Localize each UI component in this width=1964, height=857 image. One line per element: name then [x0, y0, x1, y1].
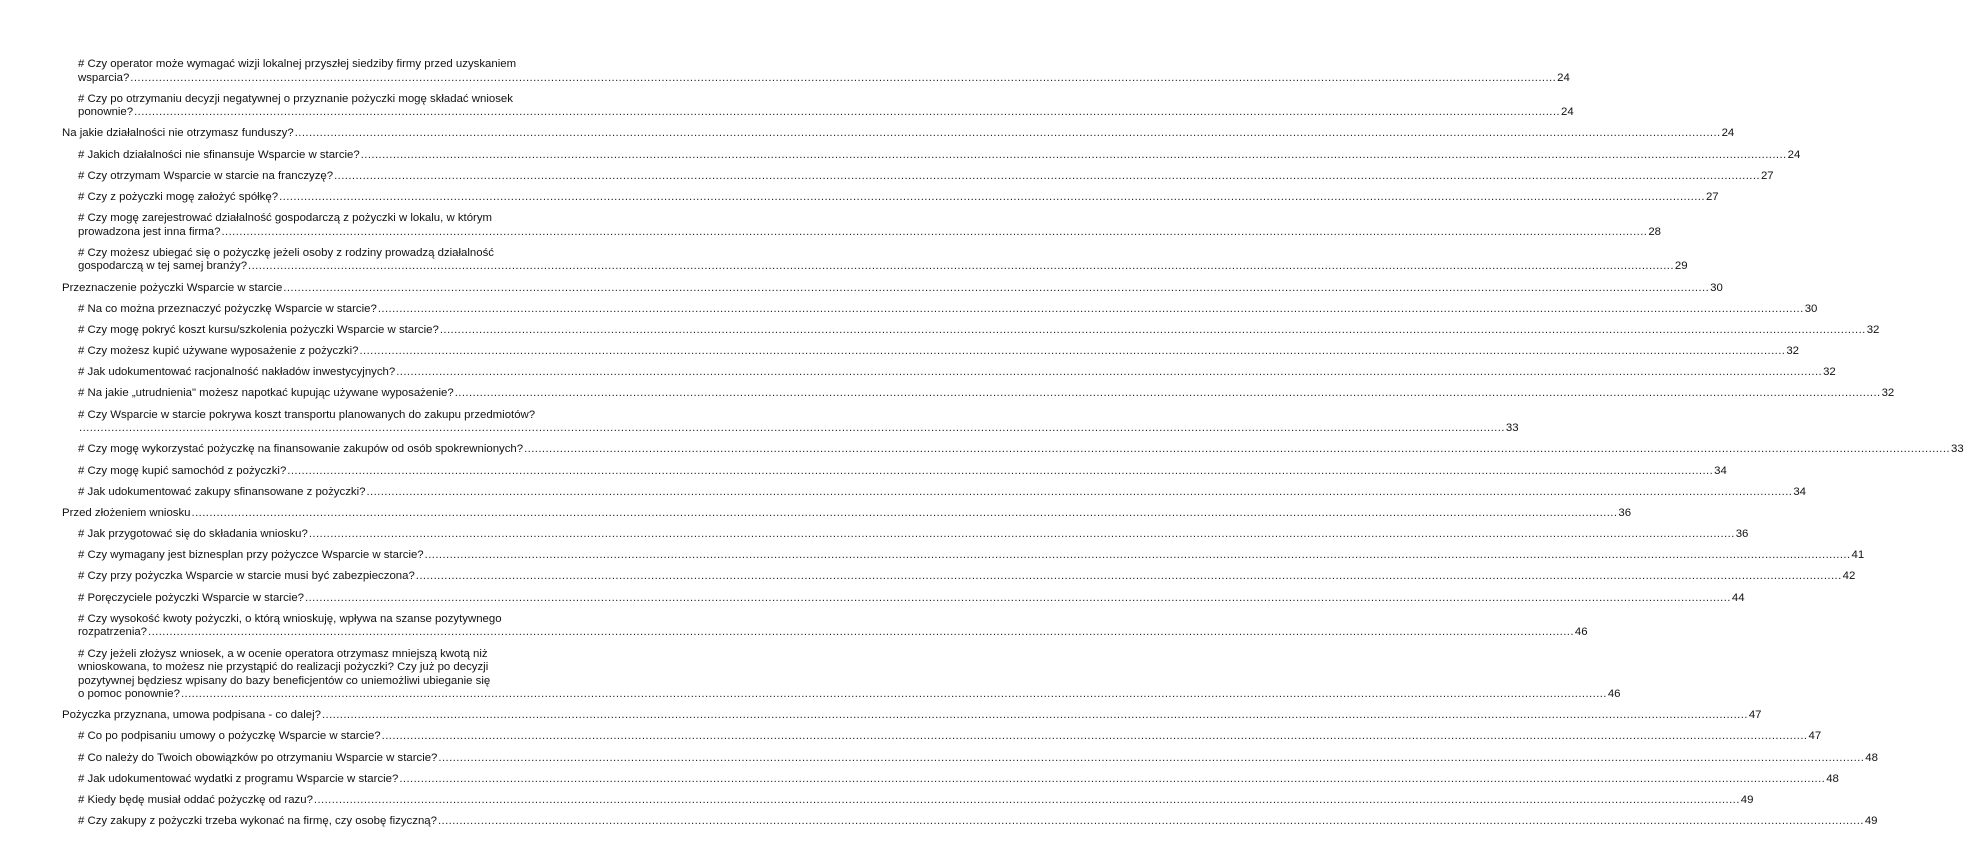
dot-leader: ................................................................................................................................................................................................................................................................................................................................................................................................................: [221, 225, 1648, 238]
toc-entry-text-line: # Na co można przeznaczyć pożyczkę Wsparcie w starcie?: [78, 302, 377, 315]
toc-page-number[interactable]: 27: [1705, 190, 1719, 203]
toc-subentry[interactable]: [62, 190, 1719, 205]
dot-leader: ................................................................................................................................................................................................................................................................................................................................................................................................................: [359, 345, 1786, 358]
toc-entry-text-line: # Czy możesz kupić używane wyposażenie z pożyczki?: [78, 345, 359, 358]
toc-page-number[interactable]: 30: [1804, 302, 1818, 315]
toc-section-entry[interactable]: [62, 709, 1762, 723]
toc-page-number[interactable]: 34: [1714, 464, 1727, 477]
toc-entry-text-line: gospodarczą w tej samej branży?: [78, 260, 248, 273]
dot-leader: ................................................................................................................................................................................................................................................................................................................................................................................................................: [191, 506, 1618, 519]
toc-page-number[interactable]: 49: [1864, 815, 1878, 828]
toc-subentry[interactable]: [62, 528, 1749, 542]
toc-entry-text-line: # Czy z pożyczki mogę założyć spółkę?: [78, 190, 279, 203]
dot-leader: ................................................................................................................................................................................................................................................................................................................................................................................................................: [148, 626, 1574, 639]
dot-leader: ................................................................................................................................................................................................................................................................................................................................................................................................................: [287, 464, 1714, 477]
toc-subentry[interactable]: [62, 92, 1574, 120]
toc-page-number[interactable]: 42: [1842, 570, 1856, 583]
toc-entry-text-line: rozpatrzenia?: [78, 626, 148, 639]
toc-entry-text-line: # Jak udokumentować zakupy sfinansowane z pożyczki?: [78, 485, 366, 498]
toc-subentry[interactable]: [62, 793, 1754, 808]
dot-leader: ................................................................................................................................................................................................................................................................................................................................................................................................................: [377, 302, 1804, 315]
toc-page-number[interactable]: 28: [1648, 225, 1662, 238]
toc-subentry[interactable]: [62, 169, 1774, 184]
toc-page-number[interactable]: 24: [1560, 106, 1574, 119]
toc-page-number[interactable]: 34: [1793, 485, 1806, 498]
toc-page-number[interactable]: 49: [1740, 793, 1754, 806]
toc-page-number[interactable]: 32: [1786, 345, 1800, 358]
toc-entry-text-line: Pożyczka przyznana, umowa podpisana - co dalej?: [62, 709, 321, 722]
toc-entry-text-line: ponownie?: [78, 106, 134, 119]
dot-leader: ................................................................................................................................................................................................................................................................................................................................................................................................................: [381, 730, 1808, 743]
toc-subentry[interactable]: [62, 302, 1818, 317]
toc-subentry[interactable]: [62, 549, 1865, 563]
toc-entry-text-line: # Czy mogę wykorzystać pożyczkę na finansowanie zakupów od osób spokrewnionych?: [78, 443, 524, 456]
dot-leader: ................................................................................................................................................................................................................................................................................................................................................................................................................: [134, 106, 1560, 119]
toc-page-number[interactable]: 44: [1731, 591, 1745, 604]
toc-page-number[interactable]: 46: [1574, 626, 1588, 639]
dot-leader: ................................................................................................................................................................................................................................................................................................................................................................................................................: [248, 260, 1674, 273]
toc-page-number[interactable]: 47: [1808, 730, 1822, 743]
toc-entry-text-line: wnioskowana, to możesz nie przystąpić do realizacji pożyczki? Czy już po decyzji: [78, 661, 489, 673]
toc-page-number[interactable]: 47: [1748, 709, 1762, 722]
toc-entry-text-line: # Czy jeżeli złożysz wniosek, a w ocenie operatora otrzymasz mniejszą kwotą niż: [78, 647, 488, 660]
toc-subentry[interactable]: [62, 772, 1839, 787]
toc-subentry[interactable]: [62, 58, 1570, 85]
toc-page-number[interactable]: 24: [1787, 148, 1801, 161]
toc-subentry[interactable]: [62, 815, 1878, 829]
toc-entry-text-line: # Jak udokumentować racjonalność nakładów inwestycyjnych?: [78, 366, 396, 379]
toc-section-entry[interactable]: [62, 281, 1723, 296]
dot-leader: ................................................................................................................................................................................................................................................................................................................................................................................................................: [438, 751, 1865, 764]
toc-entry-text-line: # Jak udokumentować wydatki z programu Wsparcie w starcie?: [78, 772, 399, 785]
dot-leader: ................................................................................................................................................................................................................................................................................................................................................................................................................: [360, 148, 1787, 161]
dot-leader: ................................................................................................................................................................................................................................................................................................................................................................................................................: [308, 528, 1735, 541]
dot-leader: ................................................................................................................................................................................................................................................................................................................................................................................................................: [313, 793, 1740, 806]
toc-entry-text-line: # Czy mogę pokryć koszt kursu/szkolenia pożyczki Wsparcie w starcie?: [78, 323, 439, 336]
toc-subentry[interactable]: [62, 612, 1588, 640]
toc-subentry[interactable]: [62, 443, 1964, 457]
toc-page-number[interactable]: 48: [1865, 751, 1878, 764]
toc-entry-text-line: # Czy mogę zarejestrować działalność gospodarczą z pożyczki w lokalu, w którym: [78, 212, 493, 225]
toc-subentry[interactable]: [62, 591, 1745, 606]
toc-subentry[interactable]: [62, 345, 1800, 359]
toc-subentry[interactable]: [62, 570, 1856, 584]
dot-leader: ................................................................................................................................................................................................................................................................................................................................................................................................................: [180, 688, 1607, 700]
toc-subentry[interactable]: [62, 751, 1878, 766]
dot-leader: ................................................................................................................................................................................................................................................................................................................................................................................................................: [437, 815, 1864, 828]
dot-leader: ................................................................................................................................................................................................................................................................................................................................................................................................................: [279, 190, 1705, 203]
toc-entry-text-line: # Czy operator może wymagać wizji lokalnej przyszłej siedziby firmy przed uzyskaniem: [78, 58, 517, 70]
dot-leader: ................................................................................................................................................................................................................................................................................................................................................................................................................: [130, 71, 1557, 84]
toc-subentry[interactable]: [62, 246, 1688, 274]
dot-leader: ................................................................................................................................................................................................................................................................................................................................................................................................................: [399, 772, 1826, 785]
toc-entry-text-line: # Czy zakupy z pożyczki trzeba wykonać na firmę, czy osobę fizyczną?: [78, 815, 437, 828]
toc-page-number[interactable]: 32: [1823, 366, 1836, 379]
toc-subentry[interactable]: [62, 485, 1806, 500]
dot-leader: ................................................................................................................................................................................................................................................................................................................................................................................................................: [415, 570, 1842, 583]
dot-leader: ................................................................................................................................................................................................................................................................................................................................................................................................................: [321, 709, 1748, 722]
toc-page-number[interactable]: 41: [1851, 549, 1865, 562]
toc-subentry[interactable]: [62, 212, 1662, 239]
toc-subentry[interactable]: [62, 366, 1836, 380]
toc-entry-text-line: Przed złożeniem wniosku: [62, 506, 191, 519]
toc-subentry[interactable]: [62, 387, 1895, 401]
dot-leader: ................................................................................................................................................................................................................................................................................................................................................................................................................: [366, 485, 1793, 498]
toc-page-number[interactable]: 30: [1710, 281, 1723, 294]
toc-subentry[interactable]: [62, 323, 1880, 338]
dot-leader: ................................................................................................................................................................................................................................................................................................................................................................................................................: [283, 281, 1710, 294]
toc-entry-text-line: pozytywnej będziesz wpisany do bazy beneficjentów co uniemożliwi ubieganie się: [78, 674, 491, 687]
toc-page-number[interactable]: 24: [1721, 127, 1735, 140]
dot-leader: ................................................................................................................................................................................................................................................................................................................................................................................................................: [439, 323, 1866, 336]
toc-entry-text-line: # Co należy do Twoich obowiązków po otrzymaniu Wsparcie w starcie?: [78, 751, 438, 764]
dot-leader: ................................................................................................................................................................................................................................................................................................................................................................................................................: [424, 549, 1851, 562]
toc-entry-text-line: # Jakich działalności nie sfinansuje Wsparcie w starcie?: [78, 148, 360, 161]
toc-page-number[interactable]: 36: [1618, 506, 1632, 519]
toc-page-number[interactable]: 27: [1760, 169, 1774, 182]
toc-entry-text-line: # Czy otrzymam Wsparcie w starcie na franczyzę?: [78, 169, 334, 182]
toc-entry-text-line: # Poręczyciele pożyczki Wsparcie w starcie?: [78, 591, 304, 604]
toc-page-number[interactable]: 29: [1674, 260, 1688, 273]
toc-page-number[interactable]: 36: [1735, 528, 1749, 541]
dot-leader: ................................................................................................................................................................................................................................................................................................................................................................................................................: [334, 169, 1760, 182]
toc-page-number[interactable]: 46: [1607, 688, 1621, 700]
toc-page-number[interactable]: 33: [1505, 422, 1519, 435]
toc-page-number[interactable]: 33: [1950, 443, 1964, 456]
toc-page-number[interactable]: 32: [1866, 323, 1880, 336]
toc-entry-text-line: # Czy mogę kupić samochód z pożyczki?: [78, 464, 287, 477]
dot-leader: ................................................................................................................................................................................................................................................................................................................................................................................................................: [79, 422, 1505, 435]
dot-leader: ................................................................................................................................................................................................................................................................................................................................................................................................................: [454, 387, 1881, 400]
toc-subentry[interactable]: [62, 408, 1519, 436]
toc-entry-text-line: # Na jakie „utrudnienia" możesz napotkać kupując używane wyposażenie?: [78, 387, 454, 400]
toc-subentry[interactable]: [62, 464, 1727, 479]
toc-subentry[interactable]: [62, 647, 1621, 702]
toc-section-entry[interactable]: [62, 506, 1632, 521]
toc-entry-text-line: o pomoc ponownie?: [78, 688, 180, 700]
toc-entry-text-line: # Czy wymagany jest biznesplan przy pożyczce Wsparcie w starcie?: [78, 549, 424, 562]
toc-entry-text-line: Przeznaczenie pożyczki Wsparcie w starcie: [62, 281, 283, 294]
toc-page-number[interactable]: 24: [1557, 71, 1570, 84]
dot-leader: ................................................................................................................................................................................................................................................................................................................................................................................................................: [524, 443, 1950, 456]
toc-page-number[interactable]: 32: [1881, 387, 1895, 400]
dot-leader: ................................................................................................................................................................................................................................................................................................................................................................................................................: [294, 127, 1721, 140]
toc-section-entry[interactable]: [62, 127, 1735, 141]
toc-page-number[interactable]: 48: [1826, 772, 1839, 785]
toc-entry-text-line: # Czy Wsparcie w starcie pokrywa koszt transportu planowanych do zakupu przedmiotów?: [78, 408, 536, 421]
toc-entry-text-line: wsparcia?: [78, 71, 130, 84]
toc-entry-text-line: # Kiedy będę musiał oddać pożyczkę od razu?: [78, 793, 313, 806]
toc-entry-text-line: # Co po podpisaniu umowy o pożyczkę Wsparcie w starcie?: [78, 730, 381, 743]
toc-entry-text-line: # Czy po otrzymaniu decyzji negatywnej o przyznanie pożyczki mogę składać wniosek: [78, 92, 513, 105]
toc-entry-text-line: # Czy przy pożyczka Wsparcie w starcie musi być zabezpieczona?: [78, 570, 415, 583]
dot-leader: ................................................................................................................................................................................................................................................................................................................................................................................................................: [396, 366, 1823, 379]
toc-entry-text-line: Na jakie działalności nie otrzymasz funduszy?: [62, 127, 294, 140]
toc-entry-text-line: # Czy wysokość kwoty pożyczki, o którą wnioskuję, wpływa na szanse pozytywnego: [78, 612, 502, 625]
toc-entry-text-line: prowadzona jest inna firma?: [78, 225, 221, 238]
dot-leader: ................................................................................................................................................................................................................................................................................................................................................................................................................: [305, 591, 1731, 604]
toc-entry-text-line: # Czy możesz ubiegać się o pożyczkę jeżeli osoby z rodziny prowadzą działalność: [78, 246, 494, 259]
table-of-contents: [62, 58, 1964, 836]
toc-entry-text-line: # Jak przygotować się do składania wniosku?: [78, 528, 308, 541]
toc-subentry[interactable]: [62, 148, 1801, 163]
toc-subentry[interactable]: [62, 730, 1822, 744]
